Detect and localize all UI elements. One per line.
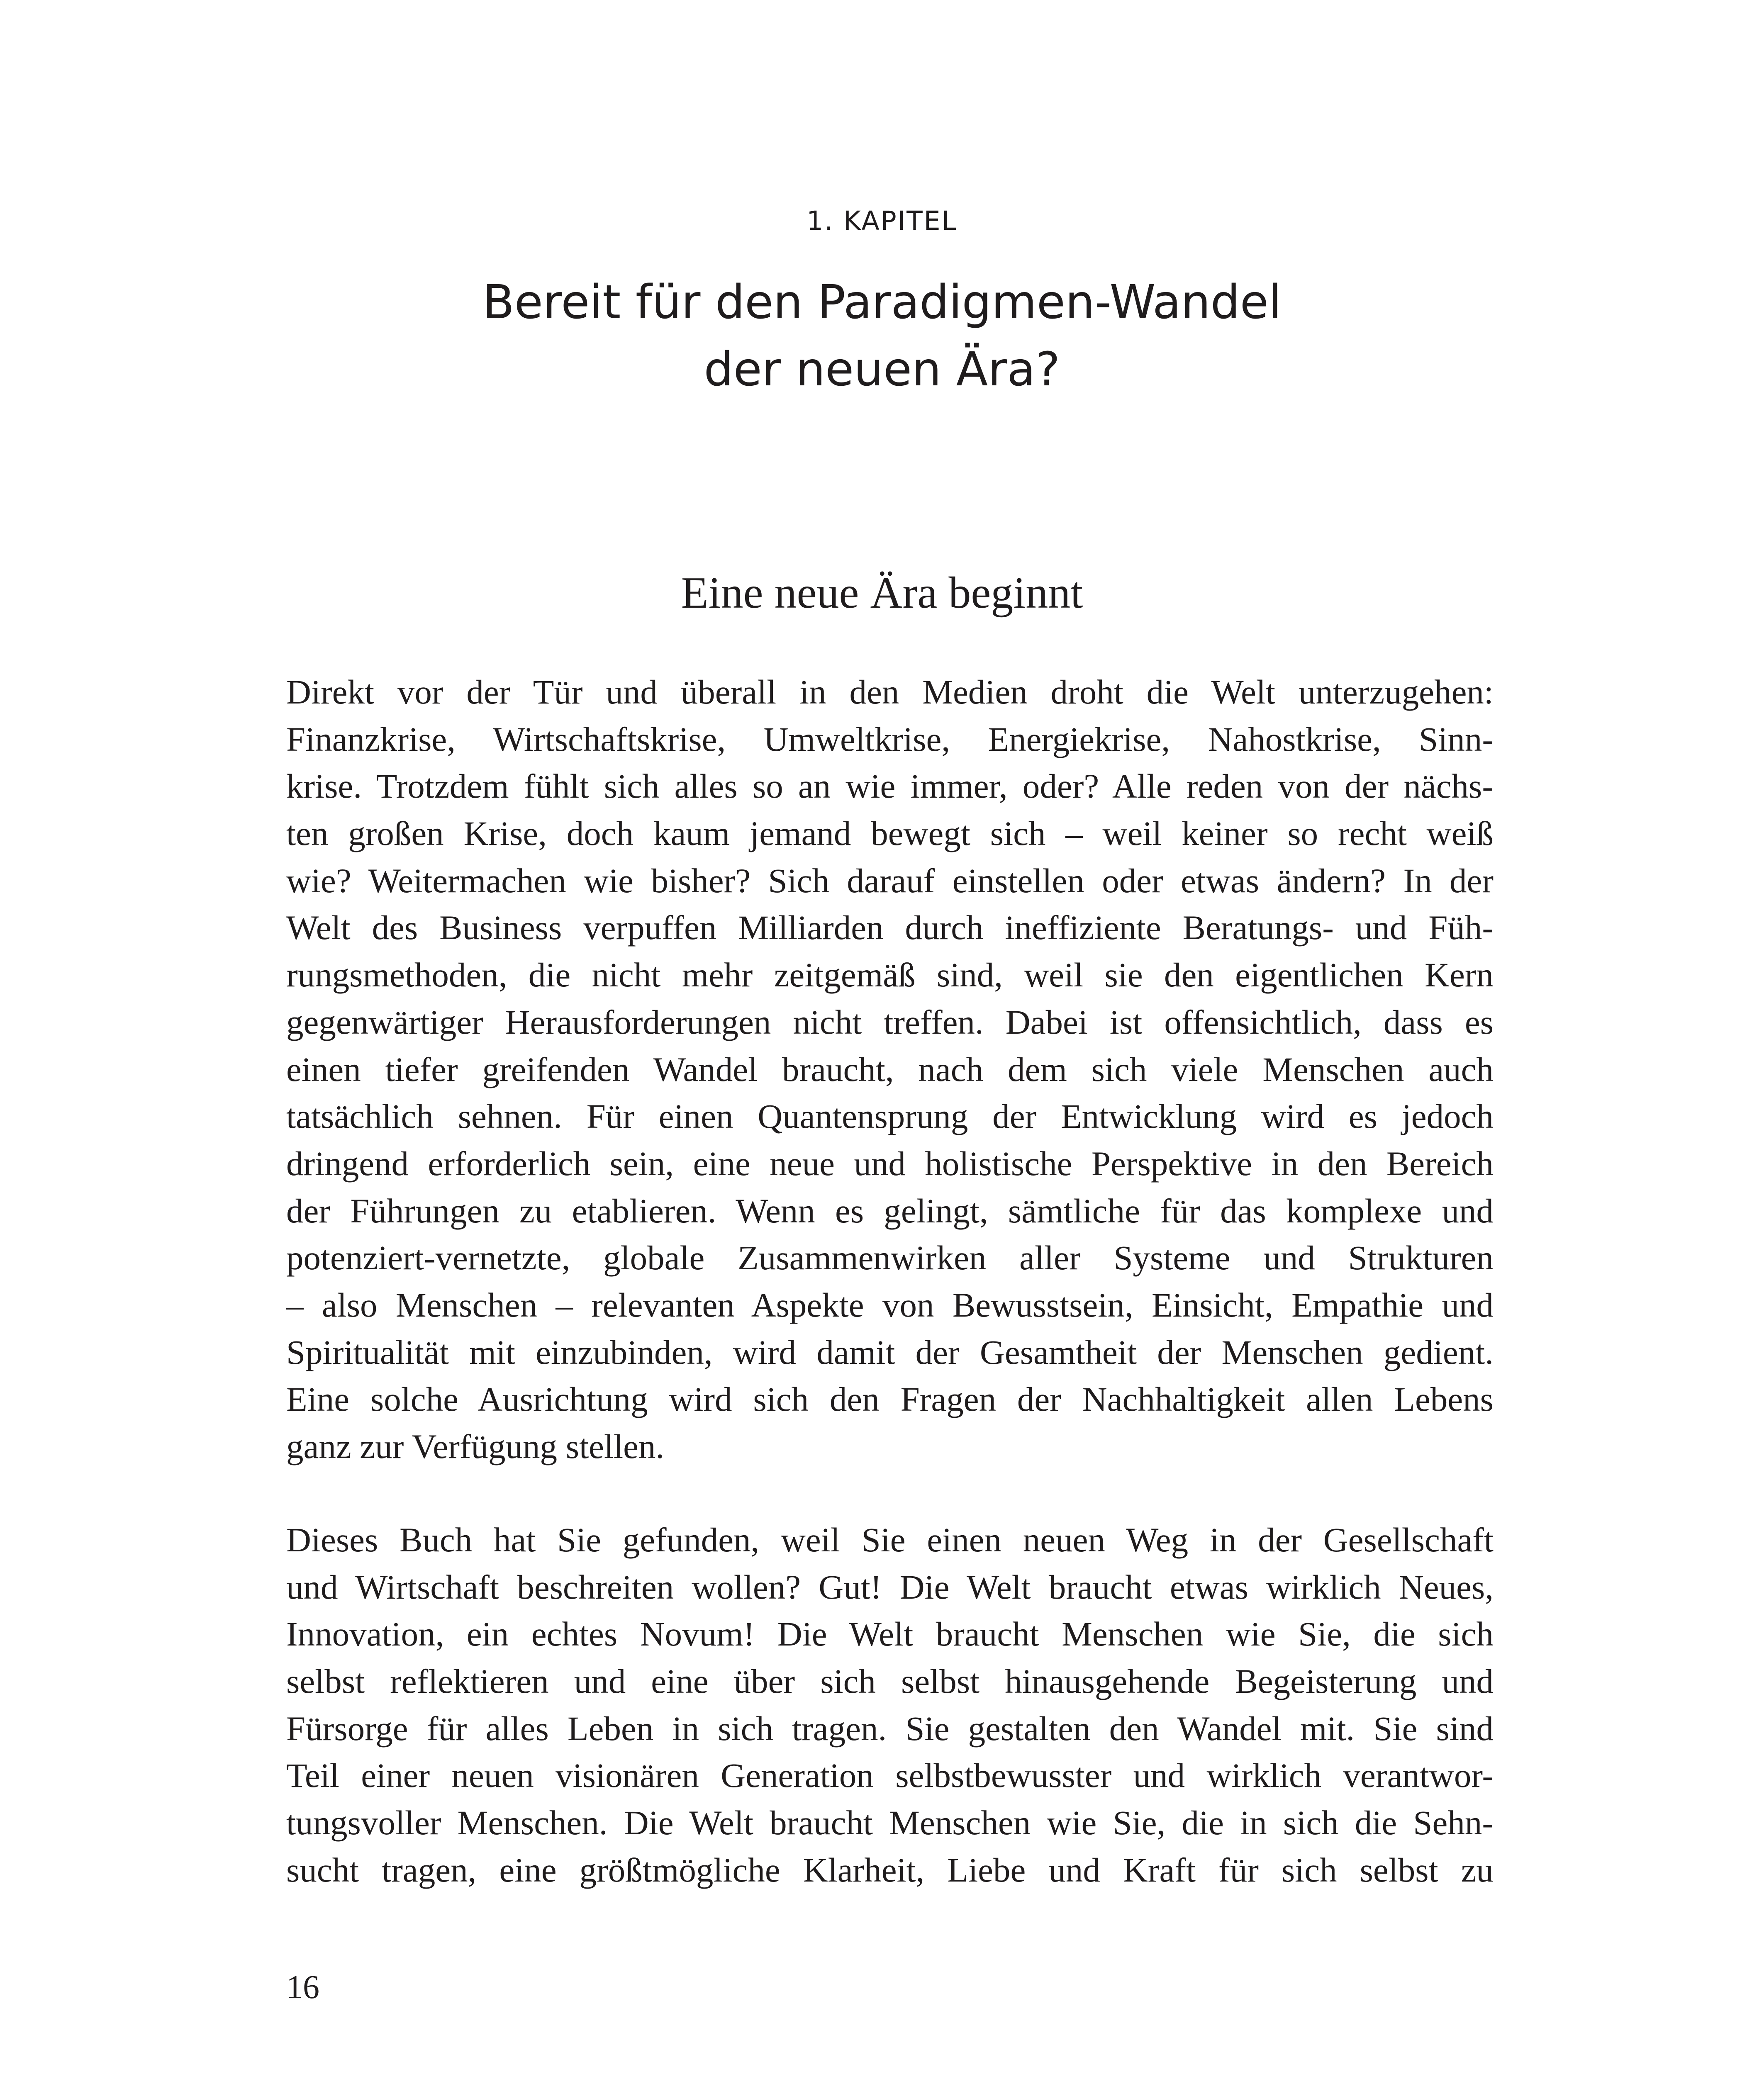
text-line: der Führungen zu etablieren. Wenn es gelingt, sämtliche für das komplexe und: [286, 1191, 1494, 1230]
text-line: wie? Weitermachen wie bisher? Sich darauf einstellen oder etwas ändern? In der: [286, 861, 1494, 900]
text-line: krise. Trotzdem fühlt sich alles so an wie immer, oder? Alle reden von der nächs-: [286, 767, 1494, 806]
section-title: Eine neue Ära beginnt: [681, 568, 1083, 618]
text-line: Eine solche Ausrichtung wird sich den Fragen der Nachhaltigkeit allen Lebens: [286, 1380, 1494, 1419]
page-number: 16: [286, 1969, 319, 2006]
text-line: Finanzkrise, Wirtschaftskrise, Umweltkrise, Energiekrise, Nahostkrise, Sinn-: [286, 720, 1494, 758]
text-line: ten großen Krise, doch kaum jemand bewegt sich – weil keiner so recht weiß: [286, 814, 1494, 853]
chapter-title-line: Bereit für den Paradigmen-Wandel: [482, 275, 1282, 329]
text-line: Welt des Business verpuffen Milliarden durch ineffiziente Beratungs- und Füh-: [286, 908, 1494, 947]
chapter-title: [0, 269, 1764, 403]
text-line: tungsvoller Menschen. Die Welt braucht Menschen wie Sie, die in sich die Sehn-: [286, 1804, 1494, 1842]
text-line: und Wirtschaft beschreiten wollen? Gut! Die Welt braucht etwas wirklich Neues,: [286, 1568, 1494, 1606]
text-line: tatsächlich sehnen. Für einen Quantensprung der Entwicklung wird es jedoch: [286, 1097, 1494, 1136]
body-paragraph: [286, 1517, 1494, 1894]
body-paragraph: [286, 669, 1494, 1470]
chapter-title-line: der neuen Ära?: [704, 343, 1060, 397]
text-line: dringend erforderlich sein, eine neue und holistische Perspektive in den Bereich: [286, 1144, 1494, 1183]
text-line: selbst reflektieren und eine über sich selbst hinausgehende Begeisterung und: [286, 1662, 1494, 1701]
text-line: ganz zur Verfügung stellen.: [286, 1427, 665, 1465]
text-line: Innovation, ein echtes Novum! Die Welt braucht Menschen wie Sie, die sich: [286, 1615, 1494, 1653]
text-line: – also Menschen – relevanten Aspekte von Bewusstsein, Einsicht, Empathie und: [286, 1285, 1494, 1324]
text-line: rungsmethoden, die nicht mehr zeitgemäß sind, weil sie den eigentlichen Kern: [286, 956, 1494, 994]
text-line: sucht tragen, eine größtmögliche Klarheit, Liebe und Kraft für sich selbst zu: [286, 1850, 1494, 1889]
text-line: Dieses Buch hat Sie gefunden, weil Sie einen neuen Weg in der Gesellschaft: [286, 1521, 1494, 1559]
text-line: Spiritualität mit einzubinden, wird damit der Gesamtheit der Menschen gedient.: [286, 1333, 1494, 1371]
text-line: einen tiefer greifenden Wandel braucht, nach dem sich viele Menschen auch: [286, 1050, 1494, 1088]
text-line: potenziert-vernetzte, globale Zusammenwirken aller Systeme und Strukturen: [286, 1239, 1494, 1277]
chapter-label: 1. KAPITEL: [806, 206, 958, 236]
text-line: Teil einer neuen visionären Generation selbstbewusster und wirklich verantwor-: [286, 1756, 1494, 1795]
text-line: gegenwärtiger Herausforderungen nicht treffen. Dabei ist offensichtlich, dass es: [286, 1003, 1494, 1041]
text-line: Direkt vor der Tür und überall in den Medien droht die Welt unterzugehen:: [286, 673, 1494, 711]
text-line: Fürsorge für alles Leben in sich tragen. Sie gestalten den Wandel mit. Sie sind: [286, 1709, 1494, 1748]
